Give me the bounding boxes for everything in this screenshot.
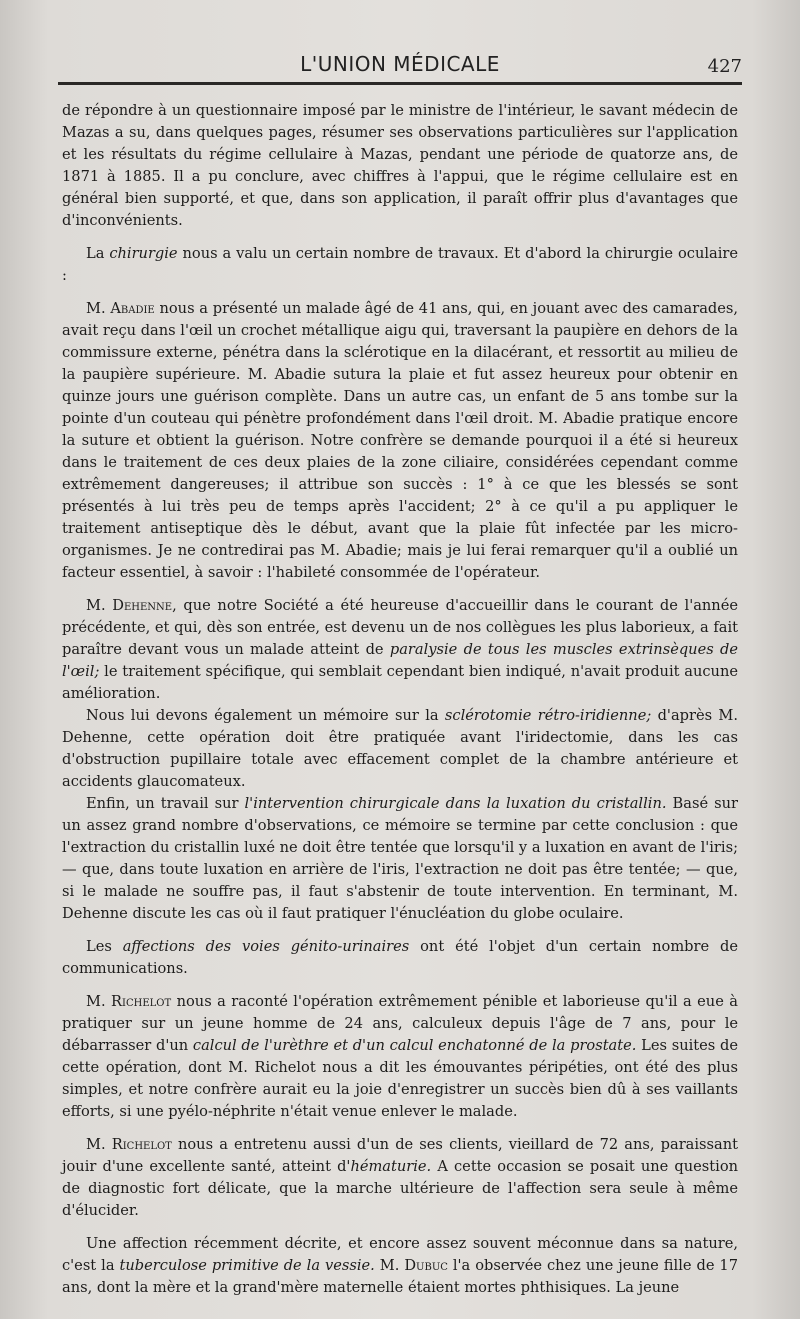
paragraph-text: Les xyxy=(86,938,123,955)
paragraph-text: l'a observée chez une jeune fille de 17 ans, dont la mère et la grand'mère maternelle étaient mortes phthisiques. La jeune xyxy=(62,1257,738,1296)
italic-term: affections des voies génito-urinaires xyxy=(122,938,410,955)
paragraph-abadie xyxy=(62,298,738,584)
paragraph-text: nous a entretenu aussi d'un de ses clients, vieillard de 72 ans, paraissant jouir d'une excellente santé, atteint d' xyxy=(62,1136,738,1175)
author-name: Richelot xyxy=(111,993,172,1010)
header-rule xyxy=(58,82,742,85)
paragraph-text: nous a valu un certain nombre de travaux. Et d'abord la chirurgie oculaire : xyxy=(62,245,739,284)
paragraph-genito-urinaires xyxy=(62,936,738,980)
paragraph-dehenne xyxy=(62,595,738,705)
page-number: 427 xyxy=(707,56,742,77)
italic-term: paralysie de tous les muscles extrinsèques de l'œil; xyxy=(62,641,738,680)
paragraph-continued xyxy=(62,100,738,232)
author-name: Richelot xyxy=(111,1136,172,1153)
paragraph-text: La xyxy=(86,245,110,262)
paragraph-text: de répondre à un questionnaire imposé par le ministre de l'intérieur, le savant médecin de Mazas a su, dans quelques pages, résumer ses observations particulières sur l'application et les résultats du régime cellulaire à Mazas, pendant une période de quatorze ans, de 1871 à 1885. Il a pu conclure, avec chiffres à l'appui, que le régime cellulaire est en général bien supporté, et que, dans son application, il paraît offrir plus d'avantages que d'inconvénients. xyxy=(62,102,738,229)
italic-term: sclérotomie rétro-iridienne; xyxy=(444,707,652,724)
paragraph-tuberculose xyxy=(62,1233,738,1299)
paragraph-text: ont été l'objet d'un certain nombre de communications. xyxy=(62,938,738,977)
paragraph-text: M. xyxy=(374,1257,405,1274)
paragraph-text: nous a raconté l'opération extrêmement pénible et laborieuse qu'il a eue à pratiquer sur un jeune homme de 24 ans, calculeux depuis l'âge de 7 ans, pour le débarrasser d'un xyxy=(62,993,738,1054)
paragraph-text: le traitement spécifique, qui semblait cependant bien indiqué, n'avait produit aucune amélioration. xyxy=(62,663,738,702)
paragraph-text: M. xyxy=(86,597,113,614)
paragraph-text: d'après M. Dehenne, cette opération doit être pratiquée avant l'iridectomie, dans les cas d'obstruction pupillaire totale avec effacement complet de la chambre antérieure et accidents glaucomateux. xyxy=(62,707,739,790)
paragraph-sclerotomie xyxy=(62,705,738,793)
italic-term: l'intervention chirurgicale dans la luxation du cristallin. xyxy=(244,795,667,812)
paragraph-text: Enfin, un travail sur xyxy=(86,795,245,812)
author-name: Abadie xyxy=(110,300,155,317)
italic-term: tuberculose primitive de la vessie. xyxy=(119,1257,375,1274)
paragraph-text: M. xyxy=(86,993,112,1010)
page-header xyxy=(58,46,742,86)
paragraph-richelot-hematurie xyxy=(62,1134,738,1222)
paragraph-richelot-calcul xyxy=(62,991,738,1123)
paragraph-text: Basé sur un assez grand nombre d'observations, ce mémoire se termine par cette conclusion : que l'extraction du cristallin luxé ne doit être tentée que lorsqu'il y a luxation en avant de l'iris; — que, dans toute luxation en arrière de l'iris, l'extraction ne doit pas être tentée; — que, si le malade ne souffre pas, il faut s'abstenir de toute intervention. En terminant, M. Dehenne discute les cas où il faut pratiquer l'énucléation du globe oculaire. xyxy=(62,795,738,922)
paragraph-chirurgie xyxy=(62,243,738,287)
author-name: Dehenne xyxy=(112,597,173,614)
italic-term: hématurie. xyxy=(350,1158,432,1175)
running-head-title: L'UNION MÉDICALE xyxy=(300,52,500,76)
paragraph-text: M. xyxy=(86,300,111,317)
paragraph-text: A cette occasion se posait une question de diagnostic fort délicate, que la marche ultérieure de l'affection sera seule à même d'élucider. xyxy=(62,1158,739,1219)
author-name: Dubuc xyxy=(404,1257,448,1274)
page-body xyxy=(62,100,738,1299)
paragraph-text: nous a présenté un malade âgé de 41 ans, qui, en jouant avec des camarades, avait reçu dans l'œil un crochet métallique aigu qui, traversant la paupière en dehors de la commissure externe, pénétra dans la sclérotique en la dilacérant, et ressortit au milieu de la paupière supérieure. M. Abadie sutura la plaie et fut assez heureux pour obtenir en quinze jours une guérison complète. Dans un autre cas, un enfant de 5 ans tombe sur la pointe d'un couteau qui pénètre profondément dans l'œil droit. M. Abadie pratique encore la suture et obtient la guérison. Notre confrère se demande pourquoi il a été si heureux dans le traitement de ces deux plaies de la zone ciliaire, considérées cependant comme extrêmement dangereuses; il attribue son succès : 1° à ce que les blessés se sont présentés à lui très peu de temps après l'accident; 2° à ce qu'il a pu appliquer le traitement antiseptique dès le début, avant que la plaie fût infectée par les micro-organismes. Je ne contredirai pas M. Abadie; mais je lui ferai remarquer qu'il a oublié un facteur essentiel, à savoir : l'habileté consommée de l'opérateur. xyxy=(62,300,739,581)
paragraph-text: Une affection récemment décrite, et encore assez souvent méconnue dans sa nature, c'est la xyxy=(62,1235,738,1274)
paragraph-text: , que notre Société a été heureuse d'accueillir dans le courant de l'année précédente, et qui, dès son entrée, est devenu un de nos collègues les plus laborieux, a fait paraître devant vous un malade atteint de xyxy=(62,597,738,658)
italic-term: chirurgie xyxy=(109,245,178,262)
paragraph-text: Nous lui devons également un mémoire sur la xyxy=(86,707,445,724)
paragraph-text: M. xyxy=(86,1136,112,1153)
paragraph-text: Les suites de cette opération, dont M. Richelot nous a dit les émouvantes péripéties, ont été des plus simples, et notre confrère aurait eu la joie d'enregistrer un succès bien dû à ses vaillants efforts, si une pyélo-néphrite n'était venue enlever le malade. xyxy=(62,1037,738,1120)
italic-term: calcul de l'urèthre et d'un calcul enchatonné de la prostate. xyxy=(192,1037,637,1054)
paragraph-luxation xyxy=(62,793,738,925)
